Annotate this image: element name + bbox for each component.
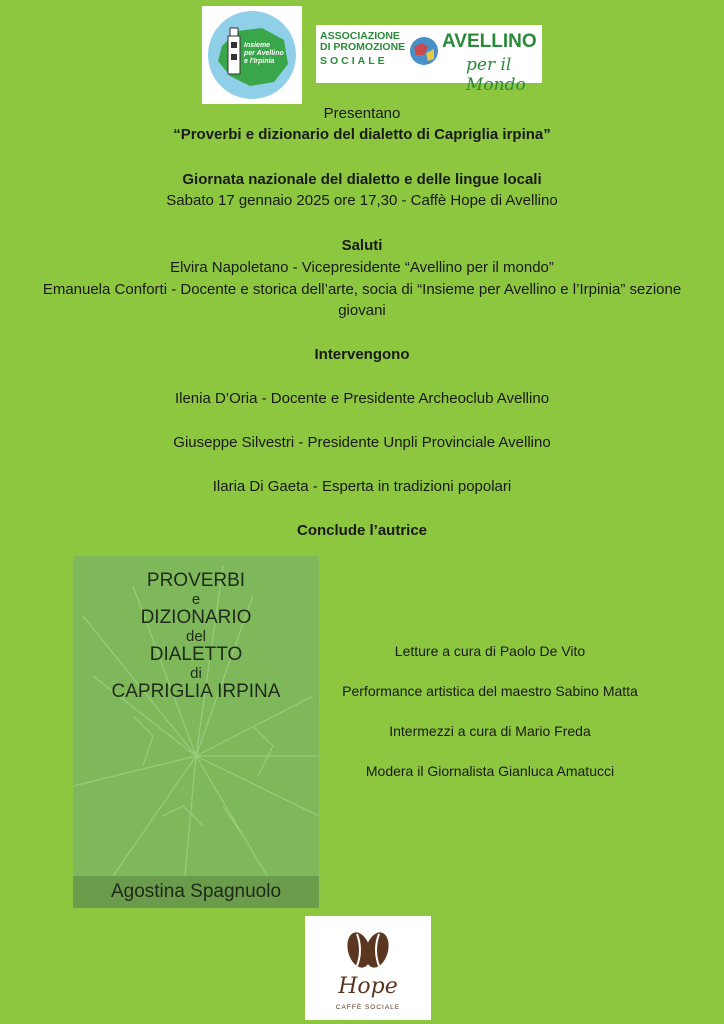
credit-4: Modera il Giornalista Gianluca Amatucci <box>365 763 615 779</box>
speaker-3: Ilaria Di Gaeta - Esperta in tradizioni popolari <box>212 478 512 495</box>
coffee-beans-icon <box>343 926 393 974</box>
book-title-line-1: PROVERBI <box>146 570 246 591</box>
logo1-text-1: Insieme <box>244 42 271 49</box>
book-title-line-2: e <box>191 591 201 608</box>
conclude-heading: Conclude l’autrice <box>296 522 428 539</box>
intro-text: Presentano <box>323 105 401 122</box>
event-name: Giornata nazionale del dialetto e delle lingue locali <box>182 171 542 188</box>
event-title: “Proverbi e dizionario del dialetto di Capriglia irpina” <box>173 126 551 143</box>
logo1-text-3: e l'Irpinia <box>244 58 275 65</box>
book-author: Agostina Spagnuolo <box>73 876 319 908</box>
credit-2: Performance artistica del maestro Sabino Matta <box>342 683 638 699</box>
speaker-2: Giuseppe Silvestri - Presidente Unpli Provinciale Avellino <box>173 434 551 451</box>
logo2-line3: SOCIALE <box>320 55 388 67</box>
saluti-line-2b: giovani <box>338 302 386 319</box>
saluti-heading: Saluti <box>341 237 383 254</box>
saluti-line-2a: Emanuela Conforti - Docente e storica dell’arte, socia di “Insieme per Avellino e l’Irpinia” sezione <box>42 281 682 298</box>
logo2-brand: AVELLINO <box>442 31 537 52</box>
hope-caffe-logo <box>305 916 431 1020</box>
book-title-line-5: DIALETTO <box>149 644 243 665</box>
avellino-per-il-mondo-logo <box>316 25 542 95</box>
credit-1: Letture a cura di Paolo De Vito <box>394 643 586 659</box>
logo1-text-2: per Avellino <box>244 50 284 57</box>
book-title-line-6: di <box>190 665 202 682</box>
hope-word: Hope <box>338 974 398 999</box>
globe-icon <box>408 35 440 67</box>
speaker-1: Ilenia D’Oria - Docente e Presidente Archeoclub Avellino <box>174 390 550 407</box>
book-title-line-3: DIZIONARIO <box>140 607 252 628</box>
book-title-line-4: del <box>185 628 207 645</box>
saluti-line-1: Elvira Napoletano - Vicepresidente “Avellino per il mondo” <box>170 259 554 276</box>
book-cover <box>73 556 319 908</box>
logo2-line2: DI PROMOZIONE <box>320 41 406 53</box>
credit-3: Intermezzi a cura di Mario Freda <box>389 723 591 739</box>
logo2-brand-sub: per il Mondo <box>466 55 526 95</box>
logo2-line1: ASSOCIAZIONE <box>320 30 400 42</box>
book-title-line-7: CAPRIGLIA IRPINA <box>111 681 281 702</box>
hope-subtitle: CAFFÈ SOCIALE <box>335 1004 401 1011</box>
insieme-logo <box>202 6 302 104</box>
intervengono-heading: Intervengono <box>314 346 410 363</box>
event-when-where: Sabato 17 gennaio 2025 ore 17,30 - Caffè Hope di Avellino <box>166 192 558 209</box>
book-title <box>73 570 319 703</box>
